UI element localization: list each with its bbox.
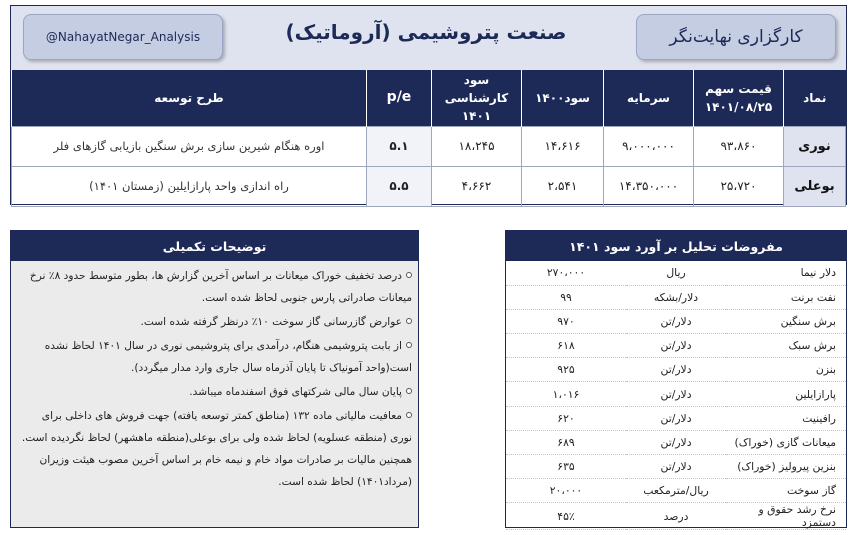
- cell-capital: ۱۴،۳۵۰،۰۰۰: [604, 166, 694, 206]
- assumption-row: [506, 382, 846, 406]
- assumption-unit: درصد: [626, 503, 726, 530]
- assumption-row: [506, 479, 846, 503]
- assumption-row: [506, 358, 846, 382]
- assumption-unit: دلار/تن: [626, 309, 726, 333]
- note-item: [17, 381, 412, 403]
- assumptions-title: مفروضات تحلیل بر آورد سود ۱۴۰۱: [506, 231, 846, 261]
- assumption-value: ۱،۰۱۶: [506, 382, 626, 406]
- social-handle: @NahayatNegar_Analysis: [23, 14, 223, 60]
- header-profit-1401: [432, 70, 522, 126]
- assumption-name: برش سبک: [726, 334, 846, 358]
- cell-price: ۹۳،۸۶۰: [694, 126, 784, 166]
- header-capital: سرمایه: [604, 70, 694, 126]
- assumptions-panel: [505, 230, 847, 528]
- assumption-name: برش سنگین: [726, 309, 846, 333]
- assumption-value: ۹۲۵: [506, 358, 626, 382]
- assumption-unit: دلار/تن: [626, 382, 726, 406]
- assumption-unit: ریال: [626, 261, 726, 285]
- header-pe: p/e: [367, 70, 432, 126]
- page-title: صنعت پتروشیمی (آروماتیک): [285, 20, 567, 44]
- assumption-value: ۲۷۰،۰۰۰: [506, 261, 626, 285]
- notes-title: توضیحات تکمیلی: [11, 231, 418, 261]
- assumption-row: [506, 309, 846, 333]
- notes-list: [11, 261, 418, 493]
- assumption-name: دلار نیما: [726, 261, 846, 285]
- table-header-row: [12, 70, 846, 126]
- assumption-name: بنزین پیرولیز (خوراک): [726, 455, 846, 479]
- assumption-name: میعانات گازی (خوراک): [726, 430, 846, 454]
- cell-pe: ۵.۵: [367, 166, 432, 206]
- header-price-date: ۱۴۰۱/۰۸/۲۵: [704, 99, 773, 114]
- note-text: معافیت مالیاتی ماده ۱۳۲ (مناطق کمتر توسعه یافته) جهت فروش های داخلی برای نوری (منطقه عسلویه) لحاظ شده ولی برای بوعلی(منطقه ماهشهر) لحاظ نگردیده است. همچنین مالیات بر صادرات مواد خام و نیمه خام بر اساس آخرین مصوب هیئت وزیران (مرداد۱۴۰۱) لحاظ شده است.: [21, 410, 412, 488]
- assumption-row: [506, 406, 846, 430]
- assumption-value: ۶۲۰: [506, 406, 626, 430]
- assumption-name: بنزن: [726, 358, 846, 382]
- assumption-row: [506, 503, 846, 530]
- cell-profit-1401: ۴،۶۶۲: [432, 166, 522, 206]
- cell-profit-1401: ۱۸،۲۴۵: [432, 126, 522, 166]
- assumption-value: ۶۱۸: [506, 334, 626, 358]
- assumption-value: ۶۸۹: [506, 430, 626, 454]
- cell-plan: راه اندازی واحد پارازایلین (زمستان ۱۴۰۱): [12, 166, 367, 206]
- cell-symbol: بوعلی: [784, 166, 846, 206]
- notes-panel: [10, 230, 419, 528]
- note-item: [17, 335, 412, 379]
- note-item: [17, 311, 412, 333]
- bullet-icon: [406, 272, 412, 278]
- cell-price: ۲۵،۷۲۰: [694, 166, 784, 206]
- assumption-unit: دلار/تن: [626, 406, 726, 430]
- assumption-unit: دلار/تن: [626, 430, 726, 454]
- assumption-value: ۹۹: [506, 285, 626, 309]
- cell-profit-1400: ۱۴،۶۱۶: [522, 126, 604, 166]
- brand-name: کارگزاری نهایت‌نگر: [636, 14, 836, 60]
- cell-profit-1400: ۲،۵۴۱: [522, 166, 604, 206]
- assumption-unit: دلار/تن: [626, 334, 726, 358]
- bullet-icon: [406, 342, 412, 348]
- cell-capital: ۹،۰۰۰،۰۰۰: [604, 126, 694, 166]
- note-item: [17, 405, 412, 493]
- assumption-name: پارازایلین: [726, 382, 846, 406]
- assumption-value: ۲۰،۰۰۰: [506, 479, 626, 503]
- note-text: درصد تخفیف خوراک میعانات بر اساس آخرین گزارش ها، بطور متوسط حدود ۸٪ نرخ میعانات صادراتی پارس جنوبی لحاظ شده است.: [29, 270, 412, 304]
- header-plan: طرح توسعه: [12, 70, 367, 126]
- header-profit-1401-sub: کارشناسی ۱۴۰۱: [444, 90, 509, 123]
- assumption-value: ۶۳۵: [506, 455, 626, 479]
- table-row: [12, 166, 846, 206]
- header-symbol: نماد: [784, 70, 846, 126]
- bullet-icon: [406, 318, 412, 324]
- assumption-unit: ریال/مترمکعب: [626, 479, 726, 503]
- assumption-value: ۹۷۰: [506, 309, 626, 333]
- assumption-name: نفت برنت: [726, 285, 846, 309]
- assumption-unit: دلار/تن: [626, 358, 726, 382]
- stocks-table: [11, 70, 846, 207]
- summary-panel: [10, 5, 847, 205]
- header-bar: [11, 6, 846, 70]
- bullet-icon: [406, 388, 412, 394]
- assumption-row: [506, 261, 846, 285]
- assumption-row: [506, 334, 846, 358]
- assumption-unit: دلار/بشکه: [626, 285, 726, 309]
- header-profit-1401-label: سود: [463, 72, 490, 87]
- cell-pe: ۵.۱: [367, 126, 432, 166]
- assumption-name: نرخ رشد حقوق و دستمزد: [726, 503, 846, 530]
- cell-plan: اوره هنگام شیرین سازی برش سنگین بازیابی گازهای فلر: [12, 126, 367, 166]
- note-text: پایان سال مالی شرکتهای فوق اسفندماه میباشد.: [189, 386, 402, 398]
- note-text: عوارض گازرسانی گاز سوخت ۱۰٪ درنظر گرفته شده است.: [140, 316, 402, 328]
- bullet-icon: [406, 412, 412, 418]
- assumption-unit: دلار/تن: [626, 455, 726, 479]
- assumption-name: رافینیت: [726, 406, 846, 430]
- table-row: [12, 126, 846, 166]
- header-profit-1400: سود۱۴۰۰: [522, 70, 604, 126]
- note-item: [17, 265, 412, 309]
- note-text: از بابت پتروشیمی هنگام، درآمدی برای پتروشیمی نوری در سال ۱۴۰۱ لحاظ نشده است(واحد آمونیاک تا پایان آذرماه سال جاری وارد مدار میگردد).: [44, 340, 412, 374]
- assumptions-table: [506, 261, 846, 530]
- cell-symbol: نوری: [784, 126, 846, 166]
- assumption-value: ۴۵٪: [506, 503, 626, 530]
- assumption-row: [506, 430, 846, 454]
- assumption-row: [506, 285, 846, 309]
- assumption-row: [506, 455, 846, 479]
- header-price: [694, 70, 784, 126]
- assumption-name: گاز سوخت: [726, 479, 846, 503]
- header-price-label: قیمت سهم: [705, 81, 772, 96]
